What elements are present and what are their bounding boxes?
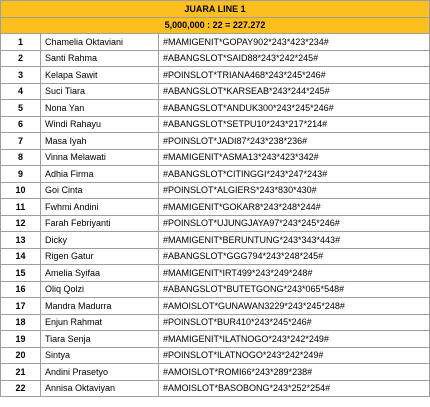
row-code: #MAMIGENIT*ASMA13*243*423*342#	[159, 149, 430, 166]
table-row	[1, 149, 430, 166]
row-name: Masa Iyah	[41, 133, 159, 150]
row-name: Amelia Syifaa	[41, 265, 159, 282]
table-row	[1, 116, 430, 133]
prize-formula: 5,000,000 : 22 = 227.272	[1, 17, 430, 34]
table-row	[1, 347, 430, 364]
table-row	[1, 100, 430, 117]
table-row	[1, 248, 430, 265]
row-name: Andini Prasetyo	[41, 364, 159, 381]
row-number: 17	[1, 298, 41, 315]
row-code: #POINSLOT*BUR410*243*245*246#	[159, 314, 430, 331]
table-row	[1, 166, 430, 183]
row-name: Annisa Oktaviyan	[41, 380, 159, 397]
row-number: 6	[1, 116, 41, 133]
row-code: #MAMIGENIT*ILATNOGO*243*242*249#	[159, 331, 430, 348]
row-code: #POINSLOT*TRIANA468*243*245*246#	[159, 67, 430, 84]
row-name: Sintya	[41, 347, 159, 364]
title-row	[1, 1, 430, 18]
row-number: 5	[1, 100, 41, 117]
row-code: #AMOISLOT*ROMI66*243*289*238#	[159, 364, 430, 381]
row-number: 14	[1, 248, 41, 265]
row-code: #MAMIGENIT*IRT499*243*249*248#	[159, 265, 430, 282]
row-number: 15	[1, 265, 41, 282]
row-name: Dicky	[41, 232, 159, 249]
row-code: #POINSLOT*ALGIERS*243*830*430#	[159, 182, 430, 199]
row-name: Enjun Rahmat	[41, 314, 159, 331]
row-code: #MAMIGENIT*GOPAY902*243*423*234#	[159, 34, 430, 51]
row-number: 2	[1, 50, 41, 67]
table-row	[1, 232, 430, 249]
table-row	[1, 380, 430, 397]
formula-row	[1, 17, 430, 34]
table-row	[1, 314, 430, 331]
row-code: #ABANGSLOT*BUTETGONG*243*065*548#	[159, 281, 430, 298]
table-row	[1, 67, 430, 84]
table-row	[1, 50, 430, 67]
row-code: #MAMIGENIT*BERUNTUNG*243*343*443#	[159, 232, 430, 249]
row-number: 11	[1, 199, 41, 216]
table-row	[1, 265, 430, 282]
row-name: Santi Rahma	[41, 50, 159, 67]
row-number: 20	[1, 347, 41, 364]
row-name: Vinna Melawati	[41, 149, 159, 166]
row-number: 4	[1, 83, 41, 100]
row-number: 7	[1, 133, 41, 150]
row-code: #ABANGSLOT*GGG794*243*248*245#	[159, 248, 430, 265]
row-code: #MAMIGENIT*GOKAR8*243*248*244#	[159, 199, 430, 216]
row-name: Farah Febriyanti	[41, 215, 159, 232]
table-row	[1, 199, 430, 216]
row-name: Chamelia Oktaviani	[41, 34, 159, 51]
row-code: #ABANGSLOT*ANDUK300*243*245*246#	[159, 100, 430, 117]
table-row	[1, 34, 430, 51]
row-number: 18	[1, 314, 41, 331]
row-code: #ABANGSLOT*KARSEAB*243*244*245#	[159, 83, 430, 100]
row-number: 19	[1, 331, 41, 348]
table-row	[1, 281, 430, 298]
row-name: Oliq Qolzi	[41, 281, 159, 298]
row-number: 21	[1, 364, 41, 381]
table-row	[1, 364, 430, 381]
row-code: #ABANGSLOT*SAID88*243*242*245#	[159, 50, 430, 67]
row-number: 12	[1, 215, 41, 232]
table-row	[1, 215, 430, 232]
table-row	[1, 298, 430, 315]
row-code: #ABANGSLOT*SETPU10*243*217*214#	[159, 116, 430, 133]
row-name: Nona Yan	[41, 100, 159, 117]
row-name: Mandra Madurra	[41, 298, 159, 315]
row-name: Tiara Senja	[41, 331, 159, 348]
table-row	[1, 133, 430, 150]
row-number: 9	[1, 166, 41, 183]
row-code: #ABANGSLOT*CITINGGI*243*247*243#	[159, 166, 430, 183]
table-row	[1, 331, 430, 348]
row-number: 22	[1, 380, 41, 397]
row-code: #POINSLOT*ILATNOGO*243*242*249#	[159, 347, 430, 364]
row-name: Kelapa Sawit	[41, 67, 159, 84]
sheet-title: JUARA LINE 1	[1, 1, 430, 18]
row-number: 13	[1, 232, 41, 249]
table-row	[1, 182, 430, 199]
row-name: Suci Tiara	[41, 83, 159, 100]
row-number: 3	[1, 67, 41, 84]
row-name: Adhia Firma	[41, 166, 159, 183]
row-name: Windi Rahayu	[41, 116, 159, 133]
row-code: #AMOISLOT*GUNAWAN3229*243*245*248#	[159, 298, 430, 315]
row-code: #POINSLOT*JADI87*243*238*236#	[159, 133, 430, 150]
row-number: 8	[1, 149, 41, 166]
table-row	[1, 83, 430, 100]
row-name: Rigen Gatur	[41, 248, 159, 265]
row-code: #AMOISLOT*BASOBONG*243*252*254#	[159, 380, 430, 397]
row-number: 16	[1, 281, 41, 298]
row-code: #POINSLOT*UJUNGJAYA97*243*245*246#	[159, 215, 430, 232]
row-number: 10	[1, 182, 41, 199]
row-name: Goi Cinta	[41, 182, 159, 199]
row-number: 1	[1, 34, 41, 51]
row-name: Fwhmi Andini	[41, 199, 159, 216]
